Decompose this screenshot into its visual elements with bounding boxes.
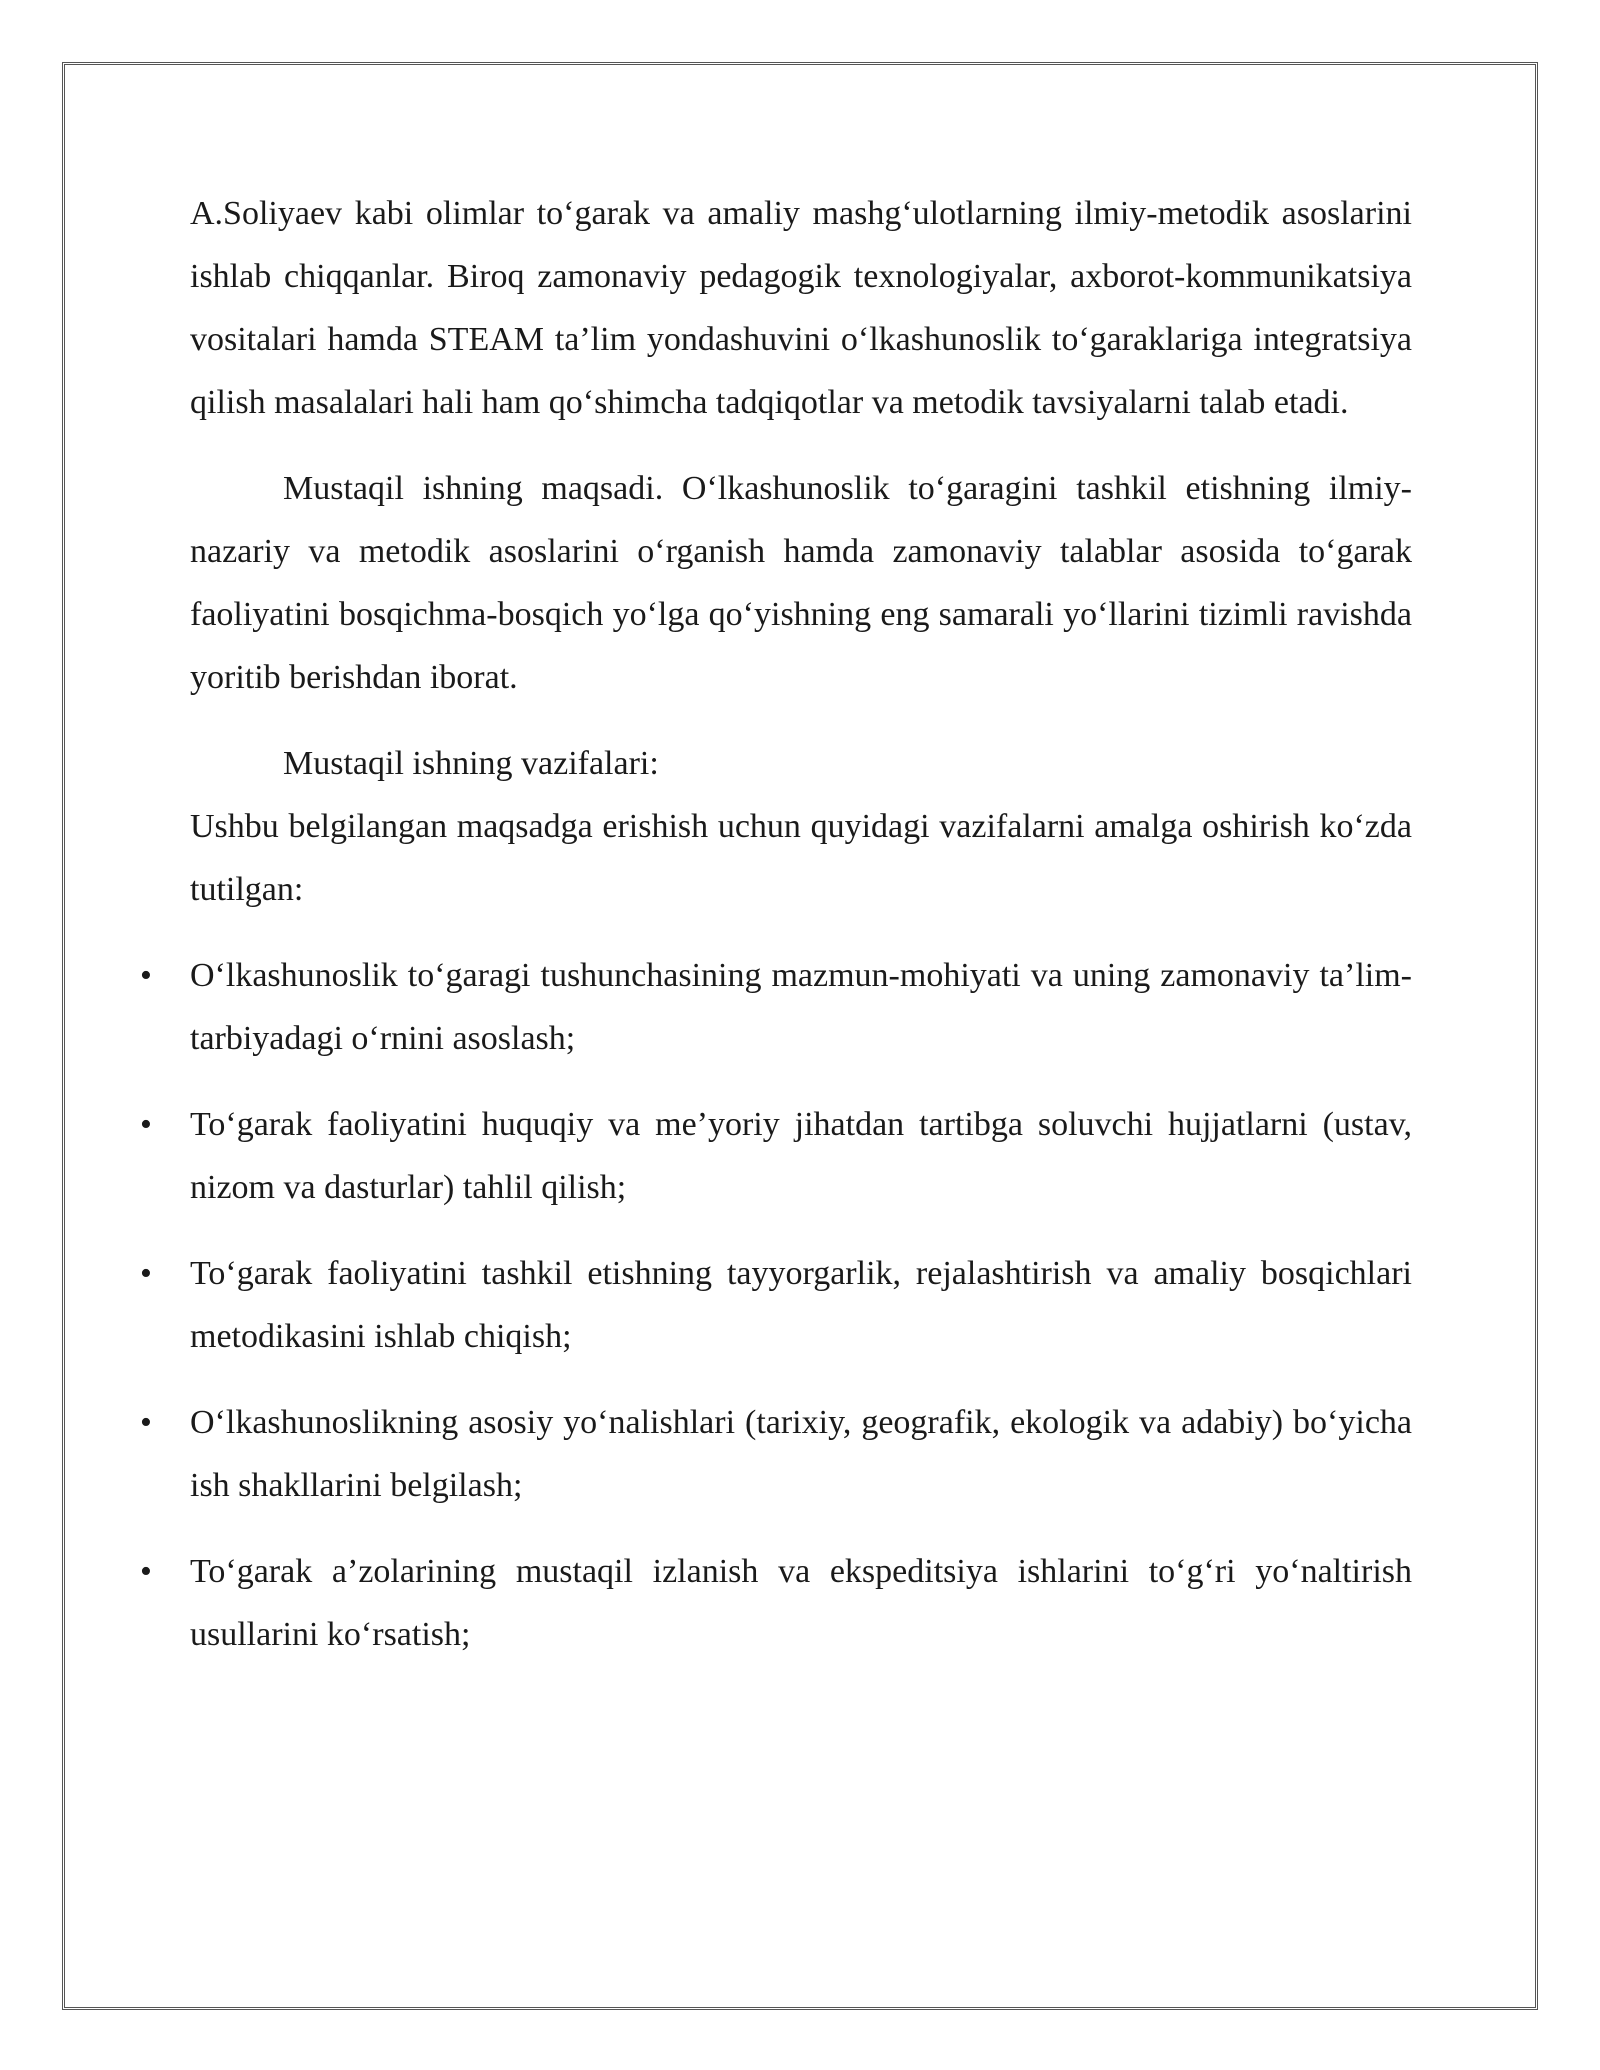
bullet-icon: •: [140, 1255, 152, 1292]
intro-paragraph: A.Soliyaev kabi olimlar to‘garak va amaliy mashg‘ulotlarning ilmiy-metodik asoslarini ishlab chiqqanlar. Biroq zamonaviy pedagogik texnologiyalar, axborot-kommunikatsiya vositalari hamda STEAM ta’lim yondashuvini o‘lkashunoslik to‘garaklariga integratsiya qilish masalalari hali ham qo‘shimcha tadqiqotlar va metodik tavsiyalarni talab etadi.: [190, 195, 1412, 421]
list-item: [140, 1242, 1412, 1368]
list-item: [140, 1540, 1412, 1666]
list-item-text: To‘garak a’zolarining mustaqil izlanish va ekspeditsiya ishlarini to‘g‘ri yo‘naltirish usullarini ko‘rsatish;: [190, 1553, 1412, 1653]
list-item-text: O‘lkashunoslikning asosiy yo‘nalishlari (tarixiy, geografik, ekologik va adabiy) bo‘yicha ish shakllarini belgilash;: [190, 1404, 1412, 1504]
tasks-heading: Mustaqil ishning vazifalari:: [283, 745, 659, 782]
bullet-icon: •: [140, 1404, 152, 1441]
bullet-icon: •: [140, 1106, 152, 1143]
list-item-text: O‘lkashunoslik to‘garagi tushunchasining mazmun-mohiyati va uning zamonaviy ta’lim-tarbiyadagi o‘rnini asoslash;: [190, 957, 1412, 1057]
list-item-text: To‘garak faoliyatini tashkil etishning tayyorgarlik, rejalashtirish va amaliy bosqichlari metodikasini ishlab chiqish;: [190, 1255, 1412, 1355]
tasks-intro-paragraph: Ushbu belgilangan maqsadga erishish uchun quyidagi vazifalarni amalga oshirish ko‘zda tutilgan:: [190, 808, 1412, 908]
bullet-icon: •: [140, 957, 152, 994]
goal-paragraph: Mustaqil ishning maqsadi. O‘lkashunoslik to‘garagini tashkil etishning ilmiy-nazariy va metodik asoslarini o‘rganish hamda zamonaviy talablar asosida to‘garak faoliyatini bosqichma-bosqich yo‘lga qo‘yishning eng samarali yo‘llarini tizimli ravishda yoritib berishdan iborat.: [190, 470, 1412, 696]
list-item: [140, 944, 1412, 1070]
document-body: [140, 182, 1412, 1689]
list-item-text: To‘garak faoliyatini huquqiy va me’yoriy jihatdan tartibga soluvchi hujjatlarni (ustav, nizom va dasturlar) tahlil qilish;: [190, 1106, 1412, 1206]
tasks-list: [140, 944, 1412, 1666]
bullet-icon: •: [140, 1553, 152, 1590]
list-item: [140, 1391, 1412, 1517]
list-item: [140, 1093, 1412, 1219]
